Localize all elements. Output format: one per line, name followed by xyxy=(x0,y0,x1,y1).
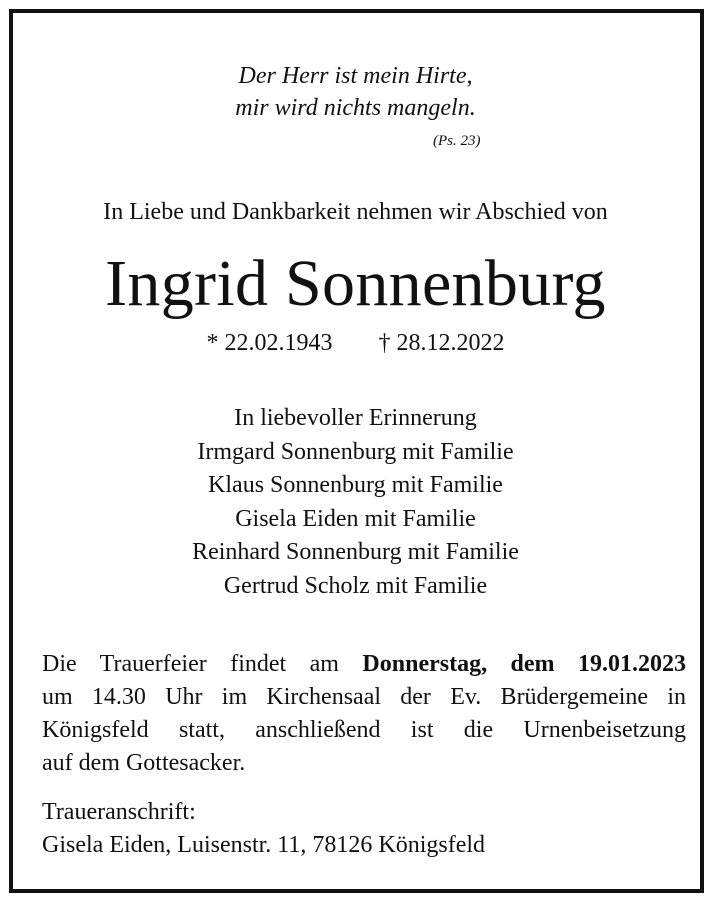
verse-reference: (Ps. 23) xyxy=(433,133,481,149)
service-date: Donnerstag, dem 19.01.2023 xyxy=(362,651,686,677)
mourner-line: Klaus Sonnenburg mit Familie xyxy=(208,472,503,499)
mourner-line: Gertrud Scholz mit Familie xyxy=(223,572,488,599)
address-value: Gisela Eiden, Luisenstr. 11, 78126 Königsfeld xyxy=(42,832,486,858)
service-line-4: auf dem Gottesacker. xyxy=(42,750,246,776)
service-line-1 xyxy=(42,648,686,681)
verse-line-1: Der Herr ist mein Hirte, xyxy=(238,63,473,89)
birth-date: * 22.02.1943 xyxy=(206,330,333,356)
farewell-intro: In Liebe und Dankbarkeit nehmen wir Abschied von xyxy=(103,199,608,225)
mourning-address xyxy=(42,796,485,862)
death-date: † 28.12.2022 xyxy=(378,330,505,356)
service-line-2: um 14.30 Uhr im Kirchensaal der Ev. Brüdergemeine in xyxy=(42,684,686,710)
mourner-line: In liebevoller Erinnerung xyxy=(234,405,477,431)
life-dates xyxy=(0,328,711,358)
deceased-name: Ingrid Sonnenburg xyxy=(105,247,606,320)
service-line-3: Königsfeld statt, anschließend ist die Urnenbeisetzung xyxy=(42,717,686,743)
bible-verse xyxy=(0,60,711,124)
service-notice xyxy=(42,648,686,780)
address-label: Traueranschrift: xyxy=(42,799,196,825)
service-prefix: Die Trauerfeier findet am xyxy=(42,651,363,677)
verse-line-2: mir wird nichts mangeln. xyxy=(235,95,476,121)
mourner-line: Irmgard Sonnenburg mit Familie xyxy=(197,438,514,465)
mourner-line: Reinhard Sonnenburg mit Familie xyxy=(192,539,519,566)
mourners-list xyxy=(0,402,711,604)
mourner-line: Gisela Eiden mit Familie xyxy=(235,505,476,532)
